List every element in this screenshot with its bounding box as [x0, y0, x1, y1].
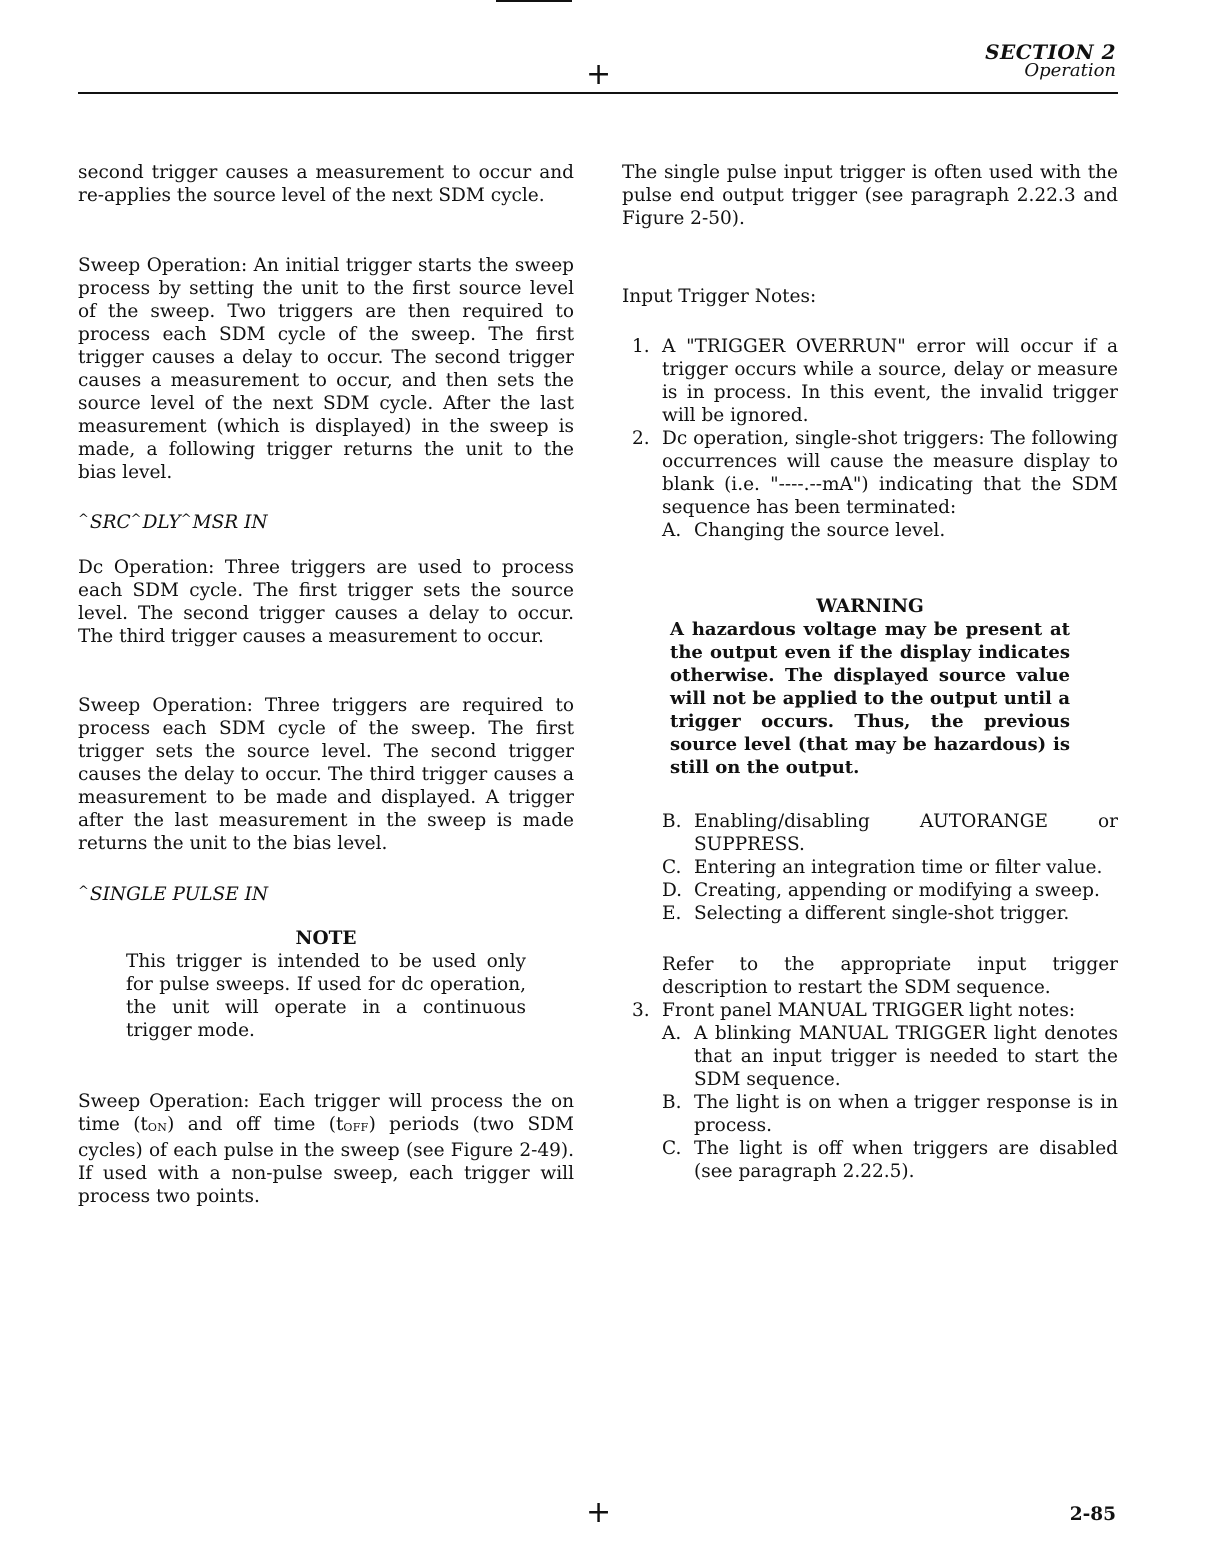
note-3c-text: The light is off when triggers are disabled (see paragraph 2.22.5). [694, 1138, 1118, 1182]
item-a-letter: A. [662, 520, 682, 541]
item-c-letter: C. [662, 857, 682, 878]
note-3b-text: The light is on when a trigger response is in process. [694, 1092, 1118, 1136]
page-number: 2-85 [1069, 1504, 1116, 1525]
note-1-text: A "TRIGGER OVERRUN" error will occur if a trigger occurs while a source, delay or measure is in process. In this event, the invalid trigger will be ignored. [662, 336, 1118, 426]
top-crop-mark [496, 0, 572, 2]
warning-heading: WARNING [816, 596, 924, 617]
left-paragraph-sweep-three-triggers: Sweep Operation: Three triggers are required to process each SDM cycle of the sweep. The first trigger sets the source level. The second trigger causes the delay to occur. The third trigger causes a measurement to be made and displayed. A trigger after the last measurement in the sweep is made returns the unit to the bias level. [78, 695, 574, 854]
left-paragraph-1: second trigger causes a measurement to occur and re-applies the source level of the next SDM cycle. [78, 162, 574, 206]
caret-glyph: ^ [78, 512, 89, 527]
section-label: SECTION 2 [985, 40, 1116, 64]
header-rule [78, 92, 1118, 94]
mnemonic-single-pulse: ^SINGLE PULSE IN [78, 884, 269, 905]
note-3b-letter: B. [662, 1092, 682, 1113]
item-b-letter: B. [662, 811, 682, 832]
section-subtitle: Operation [1024, 60, 1116, 81]
registration-mark-bottom: + [586, 1495, 612, 1530]
note-3c-letter: C. [662, 1138, 682, 1159]
note-body: This trigger is intended to be used only for pulse sweeps. If used for dc operation, the unit will operate in a continuous trigger mode. [126, 951, 526, 1041]
warning-body: A hazardous voltage may be present at the output even if the display indicates otherwise. The displayed source value will not be applied to the output until a trigger occurs. Thus, the previous source level (that may be hazardous) is still on the output. [670, 619, 1070, 778]
caret-glyph: ^ [130, 512, 142, 527]
restart-instruction: Refer to the appropriate input trigger description to restart the SDM sequence. [662, 954, 1118, 998]
item-e-text: Selecting a different single-shot trigger. [694, 903, 1070, 924]
note-2-text: Dc operation, single-shot triggers: The following occurrences will cause the measure display to blank (i.e. "----.--mA") indicating that the SDM sequence has been terminated: [662, 428, 1119, 518]
item-a-text: Changing the source level. [694, 520, 946, 541]
caret-glyph: ^ [78, 884, 89, 899]
note-3-text: Front panel MANUAL TRIGGER light notes: [662, 1000, 1076, 1021]
input-trigger-notes-heading: Input Trigger Notes: [622, 286, 817, 307]
item-b-text: Enabling/disabling AUTORANGE or SUPPRESS. [694, 811, 1118, 855]
note-3a-letter: A. [662, 1023, 682, 1044]
item-d-letter: D. [662, 880, 683, 901]
note-1-number: 1. [632, 336, 650, 357]
note-2-number: 2. [632, 428, 650, 449]
registration-mark-top: + [586, 57, 612, 92]
left-paragraph-pulse-sweep: Sweep Operation: Each trigger will process the on time (tON) and off time (tOFF) periods (two SDM cycles) of each pulse in the sweep (see Figure 2-49). If used with a non-pulse sweep, each trigger will process two points. [78, 1091, 575, 1207]
caret-glyph: ^ [180, 512, 192, 527]
mnemonic-src-dly-msr: ^SRC^DLY^MSR IN [78, 512, 268, 533]
left-paragraph-sweep-operation: Sweep Operation: An initial trigger starts the sweep process by setting the unit to the first source level of the sweep. Two triggers are then required to process each SDM cycle of the sweep. The first trigger causes a delay to occur. The second trigger causes a measurement to occur, and then sets the source level of the next SDM cycle. After the last measurement (which is displayed) in the sweep is made, a following trigger returns the unit to the bias level. [78, 255, 574, 483]
item-e-letter: E. [662, 903, 682, 924]
item-c-text: Entering an integration time or filter value. [694, 857, 1103, 878]
note-3a-text: A blinking MANUAL TRIGGER light denotes that an input trigger is needed to start the SDM sequence. [694, 1023, 1118, 1090]
note-heading: NOTE [295, 928, 357, 949]
item-d-text: Creating, appending or modifying a sweep. [694, 880, 1100, 901]
note-3-number: 3. [632, 1000, 650, 1021]
left-paragraph-dc-operation: Dc Operation: Three triggers are used to process each SDM cycle. The first trigger sets the source level. The second trigger causes a delay to occur. The third trigger causes a measurement to occur. [78, 557, 574, 647]
right-paragraph-1: The single pulse input trigger is often used with the pulse end output trigger (see paragraph 2.22.3 and Figure 2-50). [622, 162, 1118, 229]
